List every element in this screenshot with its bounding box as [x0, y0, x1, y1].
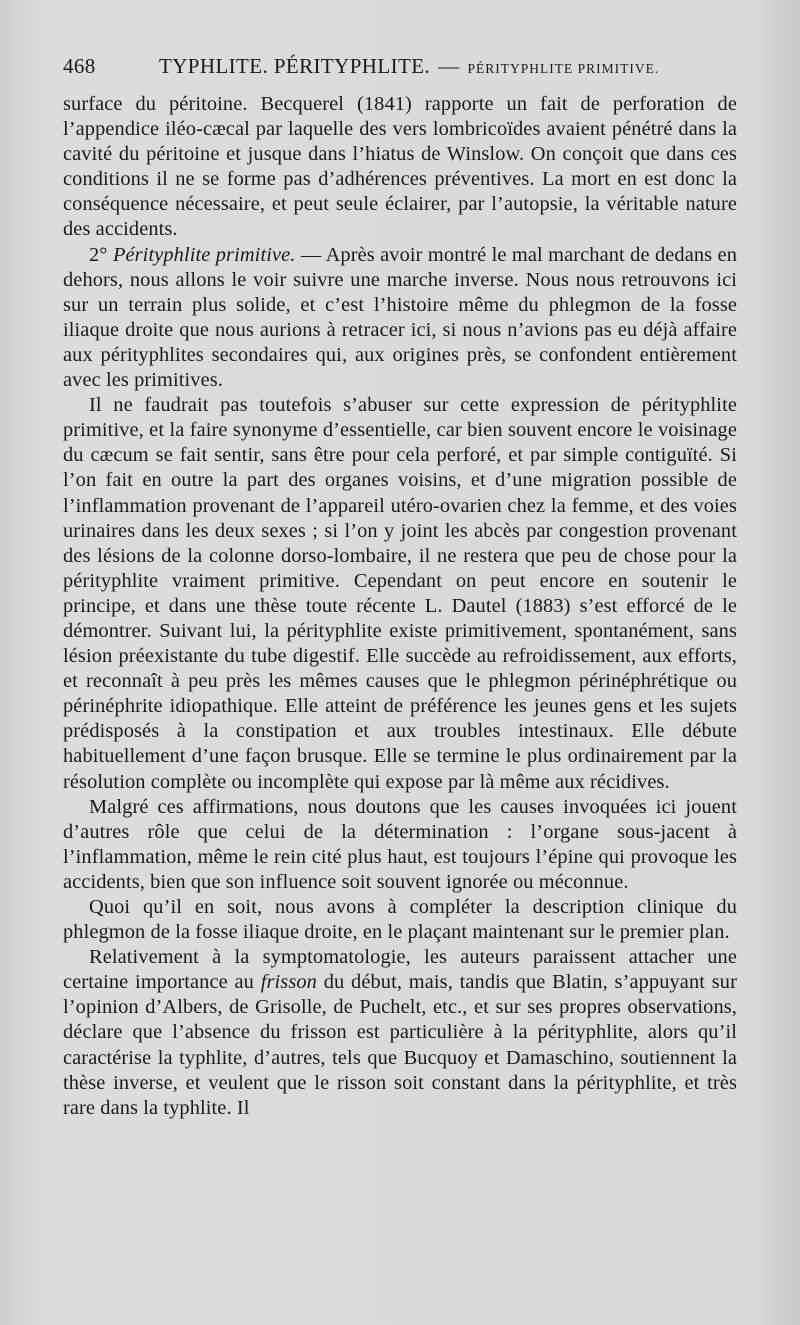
header-subtitle: PÉRITYPHLITE PRIMITIVE. — [467, 61, 660, 76]
emphasis: frisson — [260, 971, 317, 994]
paragraph: Malgré ces affirmations, nous doutons que les causes invoquées ici jouent d’autres rôle que celui de la détermination : l’organe sous-jacent à l’inflammation, même le rein cité plus haut, est toujours l’épine qui provoque les accidents, bien que son influence soit souvent ignorée ou méconnue. — [63, 795, 737, 893]
paragraph: Relativement à la symptomatologie, les auteurs paraissent attacher une certaine importance au frisson du début, mais, tandis que Blatin, s’appuyant sur l’opinion d’Albers, de Grisolle, de Puchelt, etc., et sur ses propres observations, déclare que l’absence du frisson est particulière à la pérityphlite, alors qu’il caractérise la typhlite, d’autres, tels que Bucquoy et Damaschino, soutiennent la thèse inverse, et veulent que le risson soit constant dans la pérityphlite, et très rare dans la typhlite. Il — [63, 946, 737, 1119]
paragraph: surface du péritoine. Becquerel (1841) rapporte un fait de perforation de l’appendice iléo-cæcal par laquelle des vers lombricoïdes avaient pénétré dans la cavité du péritoine et jusque dans l’hiatus de Winslow. On conçoit que dans ces conditions il ne se forme pas d’adhérences préventives. La mort en est donc la conséquence nécessaire, et peut seule éclairer, par l’autopsie, la véritable nature des accidents. — [63, 93, 737, 241]
paragraph: Quoi qu’il en soit, nous avons à compléter la description clinique du phlegmon de la fosse iliaque droite, en le plaçant maintenant sur le premier plan. — [63, 896, 737, 944]
header-title: TYPHLITE. PÉRITYPHLITE. — [159, 54, 431, 78]
paragraph: 2° Pérityphlite primitive. — Après avoir montré le mal marchant de dedans en dehors, nous allons le voir suivre une marche inverse. Nous nous retrouvons ici sur un terrain plus solide, et c’est l’histoire même du phlegmon de la fosse iliaque droite que nous aurions à retracer ici, si nous n’avions pas eu déjà affaire aux pérityphlites secondaires qui, aux origines près, se confondent entièrement avec les primitives. — [63, 243, 738, 392]
section-heading: Pérityphlite primitive. — [112, 243, 296, 266]
body-text — [63, 92, 737, 1121]
header-dash: — — [438, 54, 460, 78]
paragraph: Il ne faudrait pas toutefois s’abuser sur cette expression de pérityphlite primitive, et la faire synonyme d’essentielle, car bien souvent encore le voisinage du cæcum se fait sentir, sans être pour cela perforé, et par simple contiguïté. Si l’on fait en outre la part des organes voisins, et d’une migration possible de l’inflammation provenant de l’appareil utéro-ovarien chez la femme, et des voies urinaires dans les deux sexes ; si l’on y joint les abcès par congestion provenant des lésions de la colonne dorso-lombaire, il ne restera que peu de chose pour la pérityphlite vraiment primitive. Cependant on peut encore en soutenir le principe, et dans une thèse toute récente L. Dautel (1883) s’est efforcé de le démontrer. Suivant lui, la pérityphlite existe primitivement, spontanément, sans lésion préexistante du tube digestif. Elle succède au refroidissement, aux efforts, et reconnaît à peu près les mêmes causes que le phlegmon périnéphrétique ou périnéphrite idiopathique. Elle atteint de préférence les jeunes gens et les sujets prédisposés à la constipation et aux troubles intestinaux. Elle débute habituellement d’une façon brusque. Elle se termine le plus ordinairement par la résolution complète ou incomplète qui expose par là même aux récidives. — [63, 394, 737, 793]
page-number: 468 — [63, 54, 96, 78]
running-header — [63, 54, 740, 86]
